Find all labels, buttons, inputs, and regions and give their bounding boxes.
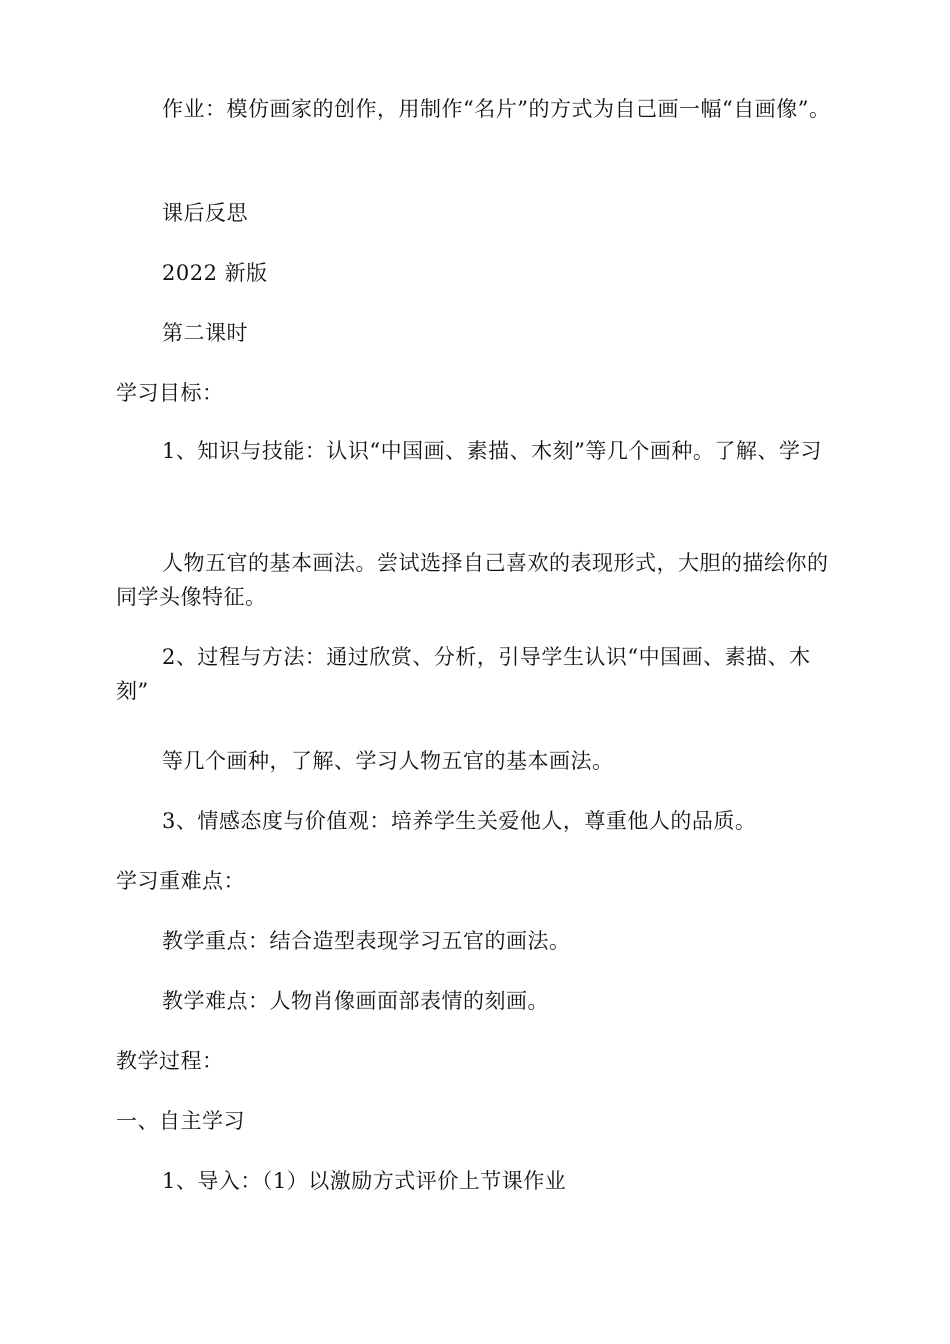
paragraph-objective-1b: 人物五官的基本画法。尝试选择自己喜欢的表现形式，大胆的描绘你的同学头像特征。 <box>116 551 829 609</box>
heading-process: 教学过程： <box>116 1049 224 1073</box>
paragraph-lesson-two: 第二课时 <box>162 321 248 345</box>
paragraph-reflection: 课后反思 <box>162 201 248 225</box>
heading-objectives: 学习目标： <box>116 381 224 405</box>
paragraph-difficulty: 教学难点：人物肖像画面部表情的刻画。 <box>162 989 549 1013</box>
heading-key-points: 学习重难点： <box>116 869 245 893</box>
paragraph-objective-1a: 1、知识与技能：认识“中国画、素描、木刻”等几个画种。了解、学习 <box>162 439 822 463</box>
paragraph-homework: 作业：模仿画家的创作，用制作“名片”的方式为自己画一幅“自画像”。 <box>162 97 831 121</box>
paragraph-version: 2022 新版 <box>162 261 268 285</box>
heading-section-one: 一、自主学习 <box>116 1109 245 1133</box>
paragraph-intro: 1、导入：（1）以激励方式评价上节课作业 <box>162 1169 567 1193</box>
paragraph-objective-2a: 2、过程与方法：通过欣赏、分析，引导学生认识“中国画、素描、木刻” <box>116 645 811 703</box>
paragraph-objective-2b: 等几个画种，了解、学习人物五官的基本画法。 <box>162 749 614 773</box>
paragraph-objective-3: 3、情感态度与价值观：培养学生关爱他人，尊重他人的品质。 <box>162 809 757 833</box>
paragraph-key-point: 教学重点：结合造型表现学习五官的画法。 <box>162 929 571 953</box>
